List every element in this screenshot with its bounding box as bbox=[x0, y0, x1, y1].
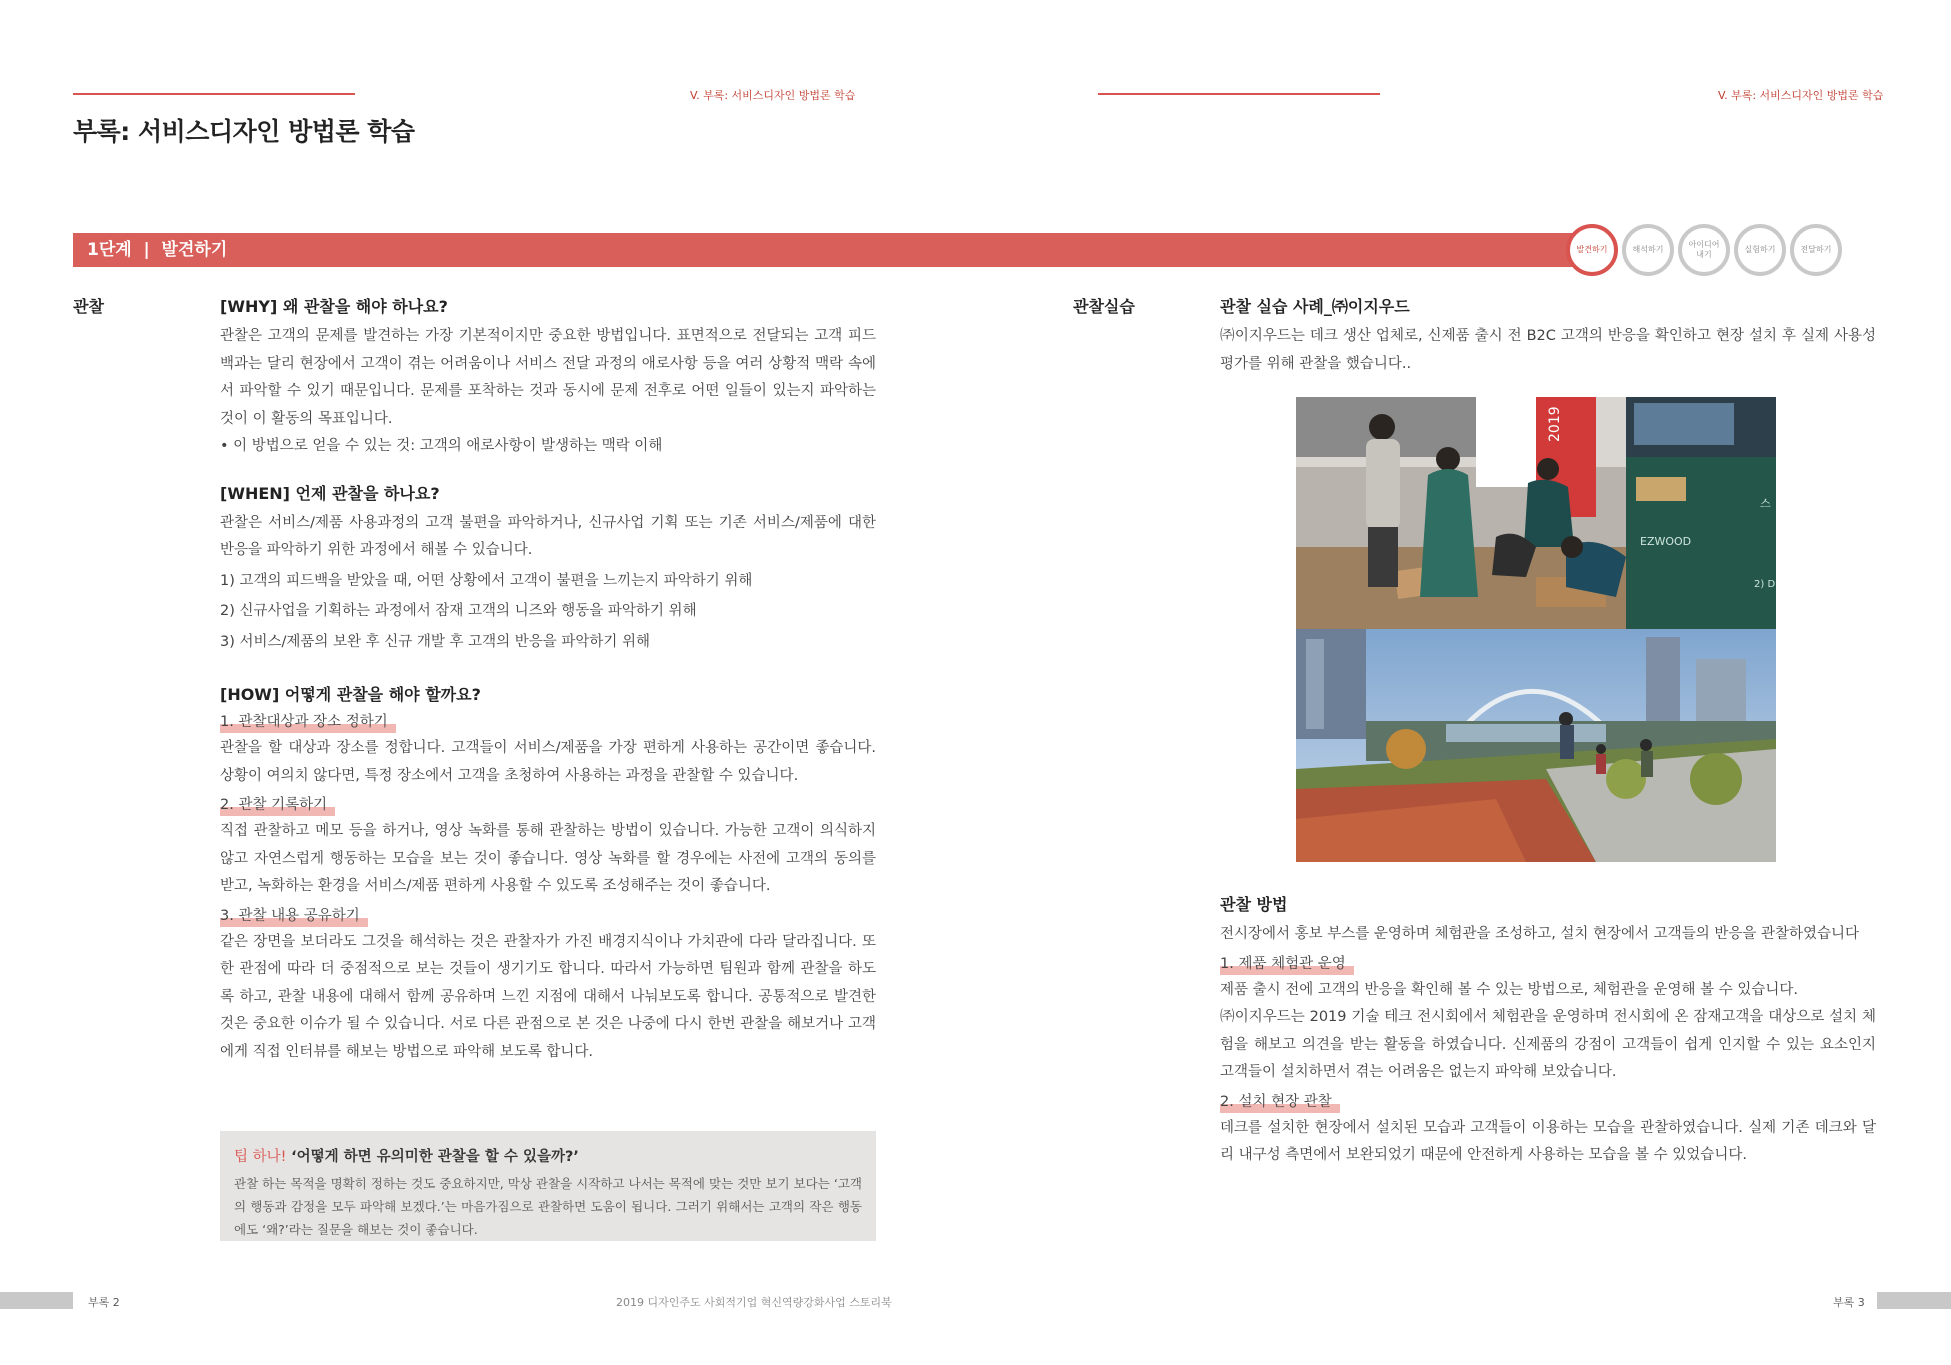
header-rule-right bbox=[1098, 93, 1380, 95]
how-step-body: 같은 장면을 보더라도 그것을 해석하는 것은 관찰자가 가진 배경지식이나 가치관에 다라 달라집니다. 또한 관점에 따라 더 중점적으로 보는 것들이 생기기도 합니다. 따라서 가능하면 팀원과 함께 관찰을 하도록 하고, 관찰 내용에 대해서 함께 공유하며 느낀 지점에 대해서 나눠보도록 합니다. 공통적으로 발견한 것은 중요한 이슈가 될 수 있습니다. 서로 다른 관점으로 본 것은 나중에 다시 한번 관찰을 해보거나 고객에게 직접 인터뷰를 해보는 방법으로 파악해 보도록 합니다. bbox=[220, 933, 876, 1060]
method-step-title: 1. 제품 체험관 운영 bbox=[1220, 953, 1354, 975]
step-ideate[interactable]: 아이디어 내기 bbox=[1678, 224, 1730, 276]
stage-steps bbox=[1566, 224, 1842, 276]
why-heading: [WHY] 왜 관찰을 해야 하나요? bbox=[220, 297, 448, 316]
header-rule-left bbox=[73, 93, 355, 95]
tip-box bbox=[220, 1131, 876, 1241]
exhibition-photo-image bbox=[1296, 397, 1776, 629]
side-label-left: 관찰 bbox=[73, 297, 104, 316]
park-deck-photo-image bbox=[1296, 629, 1776, 862]
why-body: 관찰은 고객의 문제를 발견하는 가장 기본적이지만 중요한 방법입니다. 표면적으로 전달되는 고객 피드백과는 달리 현장에서 고객이 겪는 어려움이나 서비스 전달 과정의 애로사항 등을 여러 상황적 맥락 속에서 파악할 수 있기 때문입니다. 문제를 포착하는 것과 동시에 문제 전후로 어떤 일들이 있는지 파악하는 것이 이 활동의 목표입니다. bbox=[220, 328, 876, 427]
step-interpret[interactable]: 해석하기 bbox=[1622, 224, 1674, 276]
when-item: 3) 서비스/제품의 보완 후 신규 개발 후 고객의 반응을 파악하기 위해 bbox=[220, 633, 651, 650]
footer-page-left: 부록 2 bbox=[88, 1296, 120, 1309]
section-tag-right: V. 부록: 서비스디자인 방법론 학습 bbox=[1718, 89, 1884, 102]
photo-sign-brand: EZWOOD bbox=[1640, 535, 1692, 548]
footer-center: 2019 디자인주도 사회적기업 혁신역량강화사업 스토리북 bbox=[616, 1296, 892, 1309]
footer-bar-right bbox=[1877, 1292, 1951, 1309]
step-deliver[interactable]: 전달하기 bbox=[1790, 224, 1842, 276]
photo-sign-2019: 2019 bbox=[1547, 406, 1563, 442]
method-heading: 관찰 방법 bbox=[1220, 895, 1288, 914]
park-deck-photo bbox=[1296, 629, 1776, 862]
when-body: 관찰은 서비스/제품 사용과정의 고객 불편을 파악하거나, 신규사업 기획 또는 기존 서비스/제품에 대한 반응을 파악하기 위한 과정에서 해볼 수 있습니다. bbox=[220, 514, 876, 558]
photo-sign-4: 2) D bbox=[1754, 579, 1776, 590]
case-block bbox=[1220, 294, 1876, 378]
side-label-right: 관찰실습 bbox=[1073, 297, 1135, 316]
stage-band bbox=[73, 233, 1573, 267]
tip-heading bbox=[234, 1145, 862, 1166]
method-block bbox=[1220, 892, 1876, 1170]
case-body: ㈜이지우드는 데크 생산 업체로, 신제품 출시 전 B2C 고객의 반응을 확인하고 현장 설치 후 실제 사용성 평가를 위해 관찰을 했습니다.. bbox=[1220, 328, 1876, 372]
stage-band-label: 1단계 | 발견하기 bbox=[87, 240, 228, 260]
footer-page-right: 부록 3 bbox=[1833, 1296, 1865, 1309]
how-step-title: 3. 관찰 내용 공유하기 bbox=[220, 905, 368, 927]
how-step-body: 관찰을 할 대상과 장소를 정합니다. 고객들이 서비스/제품을 가장 편하게 사용하는 공간이면 좋습니다. 상황이 여의치 않다면, 특정 장소에서 고객을 초청하여 사용하는 과정을 관찰할 수 있습니다. bbox=[220, 740, 876, 784]
left-column bbox=[220, 294, 876, 1066]
why-bullet: • 이 방법으로 얻을 수 있는 것: 고객의 애로사항이 발생하는 맥락 이해 bbox=[220, 438, 663, 454]
tip-question: ‘어떻게 하면 유의미한 관찰을 할 수 있을까?’ bbox=[291, 1149, 579, 1165]
how-step-body: 직접 관찰하고 메모 등을 하거나, 영상 녹화를 통해 관찰하는 방법이 있습니다. 가능한 고객이 의식하지 않고 자연스럽게 행동하는 모습을 보는 것이 좋습니다. 영상 녹화를 할 경우에는 사전에 고객의 동의를 받고, 녹화하는 환경을 서비스/제품 편하게 사용할 수 있도록 조성해주는 것이 좋습니다. bbox=[220, 823, 876, 894]
how-step-title: 1. 관찰대상과 장소 정하기 bbox=[220, 711, 396, 733]
photo-sign-3: 스 bbox=[1760, 497, 1771, 510]
method-step-body: ㈜이지우드는 2019 기술 테크 전시회에서 체험관을 운영하며 전시회에 온 잠재고객을 대상으로 설치 체험을 해보고 의견을 받는 활동을 하였습니다. 신제품의 강점이 고객들이 쉽게 인지할 수 있는 요소인지 고객들이 설치하면서 겪는 어려움은 없는지 파악해 보았습니다. bbox=[1220, 1009, 1876, 1080]
method-step-body: 제품 출시 전에 고객의 반응을 확인해 볼 수 있는 방법으로, 체험관을 운영해 볼 수 있습니다. bbox=[1220, 981, 1798, 998]
when-item: 1) 고객의 피드백을 받았을 때, 어떤 상황에서 고객이 불편을 느끼는지 파악하기 위해 bbox=[220, 572, 753, 589]
step-discover[interactable]: 발견하기 bbox=[1566, 224, 1618, 276]
method-step-body: 데크를 설치한 현장에서 설치된 모습과 고객들이 이용하는 모습을 관찰하였습니다. 실제 기존 데크와 달리 내구성 측면에서 보완되었기 때문에 안전하게 사용하는 모습을 볼 수 있었습니다. bbox=[1220, 1119, 1876, 1163]
tip-lead: 팁 하나! bbox=[234, 1149, 287, 1165]
section-tag-left: V. 부록: 서비스디자인 방법론 학습 bbox=[690, 89, 856, 102]
step-experiment[interactable]: 실험하기 bbox=[1734, 224, 1786, 276]
how-heading: [HOW] 어떻게 관찰을 해야 할까요? bbox=[220, 685, 481, 704]
method-intro: 전시장에서 홍보 부스를 운영하며 체험관을 조성하고, 설치 현장에서 고객들의 반응을 관찰하였습니다 bbox=[1220, 926, 1859, 942]
footer-bar-left bbox=[0, 1292, 73, 1309]
when-item: 2) 신규사업을 기획하는 과정에서 잠재 고객의 니즈와 행동을 파악하기 위해 bbox=[220, 603, 697, 619]
when-heading: [WHEN] 언제 관찰을 하나요? bbox=[220, 483, 440, 503]
case-heading: 관찰 실습 사례_㈜이지우드 bbox=[1220, 297, 1410, 316]
method-step-title: 2. 설치 현장 관찰 bbox=[1220, 1091, 1340, 1113]
page-title: 부록: 서비스디자인 방법론 학습 bbox=[73, 117, 415, 146]
how-step-title: 2. 관찰 기록하기 bbox=[220, 794, 335, 816]
exhibition-photo bbox=[1296, 397, 1776, 629]
tip-body: 관찰 하는 목적을 명확히 정하는 것도 중요하지만, 막상 관찰을 시작하고 나서는 목적에 맞는 것만 보기 보다는 ‘고객의 행동과 감정을 모두 파악해 보겠다.’는 마음가짐으로 관찰하면 도움이 됩니다. 그러기 위해서는 고객의 작은 행동에도 ‘왜?’라는 질문을 해보는 것이 좋습니다. bbox=[234, 1176, 862, 1237]
